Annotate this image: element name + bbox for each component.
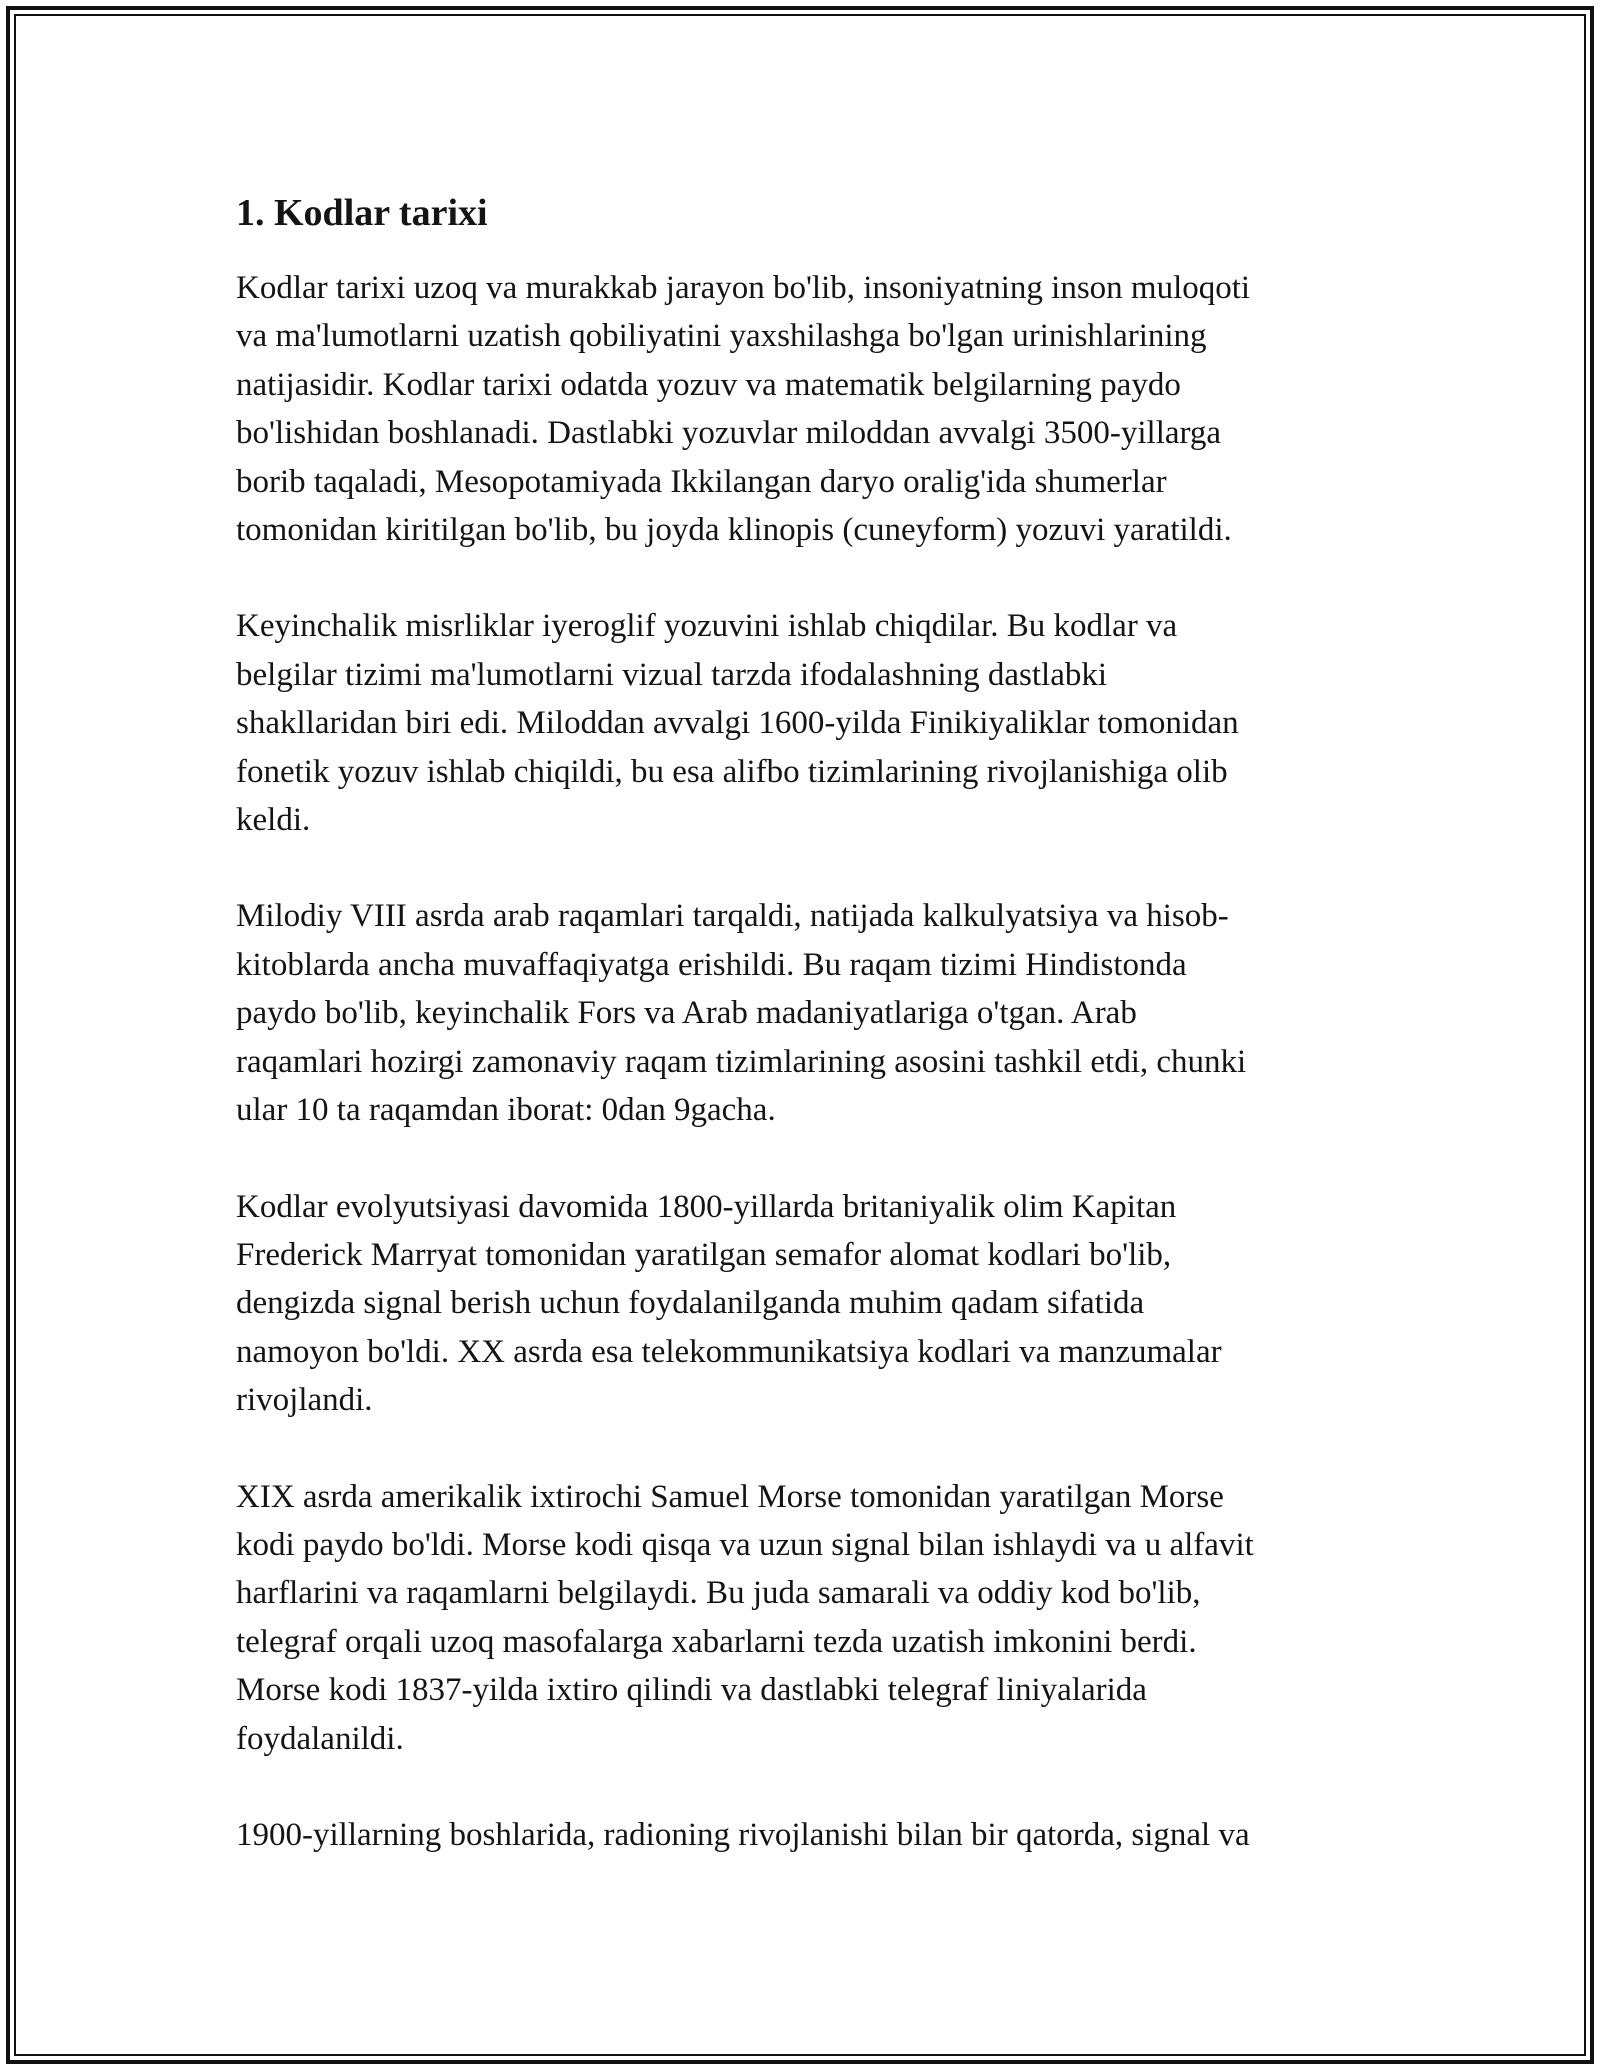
paragraph-6: 1900-yillarning boshlarida, radioning rivojlanishi bilan bir qatorda, signal va — [236, 1816, 1250, 1853]
paragraph-2: Keyinchalik misrliklar iyeroglif yozuvini ishlab chiqdilar. Bu kodlar va belgilar tizimi ma'lumotlarni vizual tarzda ifodalashning dastlabki shakllaridan biri edi. Miloddan avvalgi 1600-yilda Finikiyaliklar tomonidan fonetik yozuv ishlab chiqildi, bu esa alifbo tizimlarining rivojlanishiga olib keldi. — [236, 608, 1239, 839]
paragraph-4: Kodlar evolyutsiyasi davomida 1800-yillarda britaniyalik olim Kapitan Frederick Marryat tomonidan yaratilgan semafor alomat kodlari bo'lib, dengizda signal berish uchun foydalanilganda muhim qadam sifatida namoyon bo'ldi. XX asrda esa telekommunikatsiya kodlari va manzumalar rivojlandi. — [236, 1188, 1222, 1419]
paragraph-3: Milodiy VIII asrda arab raqamlari tarqaldi, natijada kalkulyatsiya va hisob- kitoblarda ancha muvaffaqiyatga erishildi. Bu raqam tizimi Hindistonda paydo bo'lib, keyinchalik Fors va Arab madaniyatlariga o'tgan. Arab raqamlari hozirgi zamonaviy raqam tizimlarining asosini tashkil etdi, chunki ular 10 ta raqamdan iborat: 0dan 9gacha. — [236, 898, 1247, 1129]
paragraph-5: XIX asrda amerikalik ixtirochi Samuel Morse tomonidan yaratilgan Morse kodi paydo bo'ldi. Morse kodi qisqa va uzun signal bilan ishlaydi va u alfavit harflarini va raqamlarni belgilaydi. Bu juda samarali va oddiy kod bo'lib, telegraf orqali uzoq masofalarga xabarlarni tezda uzatish imkonini berdi. Morse kodi 1837-yilda ixtiro qilindi va dastlabki telegraf liniyalarida foydalanildi. — [236, 1478, 1254, 1757]
paragraph-1: Kodlar tarixi uzoq va murakkab jarayon bo'lib, insoniyatning inson muloqoti va ma'lumotlarni uzatish qobiliyatini yaxshilashga bo'lgan urinishlarining natijasidir. Kodlar tarixi odatda yozuv va matematik belgilarning paydo bo'lishidan boshlanadi. Dastlabki yozuvlar miloddan avvalgi 3500-yillarga borib taqaladi, Mesopotamiyada Ikkilangan daryo oralig'ida shumerlar tomonidan kiritilgan bo'lib, bu joyda klinopis (cuneyform) yozuvi yaratildi. — [236, 270, 1251, 549]
document-body — [236, 186, 1396, 1907]
section-heading: 1. Kodlar tarixi — [236, 192, 488, 234]
